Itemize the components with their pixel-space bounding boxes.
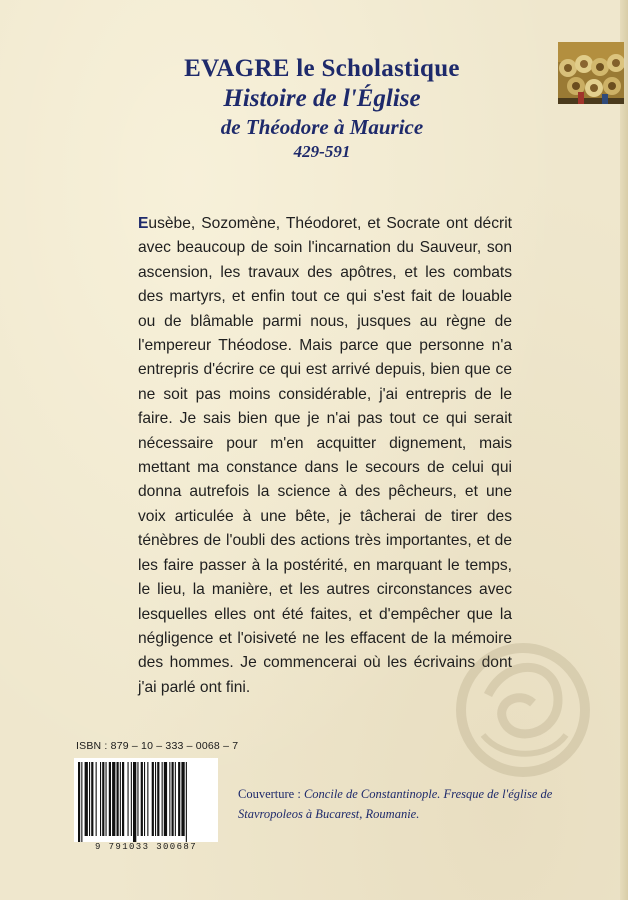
barcode-bars bbox=[74, 758, 218, 842]
barcode-bar bbox=[186, 762, 187, 842]
barcode-bar bbox=[137, 762, 138, 836]
barcode-bar bbox=[109, 762, 111, 836]
barcode-bar bbox=[78, 762, 80, 842]
barcode-bar bbox=[162, 762, 163, 836]
barcode-bar bbox=[85, 762, 88, 836]
barcode-digits: 9 791033 300687 bbox=[94, 842, 197, 852]
barcode-bar bbox=[169, 762, 170, 836]
barcode-bar bbox=[178, 762, 180, 836]
barcode-bar bbox=[147, 762, 148, 836]
barcode-bar bbox=[157, 762, 159, 836]
isbn-text: ISBN : 879 – 10 – 333 – 0068 – 7 bbox=[76, 740, 239, 752]
barcode-bar bbox=[128, 762, 129, 836]
barcode-bar bbox=[91, 762, 93, 836]
title-block bbox=[0, 55, 628, 162]
barcode-bar bbox=[100, 762, 101, 836]
barcode-bar bbox=[120, 762, 121, 836]
blurb-paragraph bbox=[138, 212, 512, 700]
barcode-bar bbox=[122, 762, 124, 836]
barcode-bar bbox=[144, 762, 145, 836]
cover-credit bbox=[238, 784, 568, 824]
barcode-bar bbox=[152, 762, 154, 836]
barcode-bar bbox=[81, 762, 82, 842]
book-subtitle: de Théodore à Maurice bbox=[220, 115, 424, 139]
cover-credit-label: Couverture : bbox=[238, 787, 304, 801]
barcode-bar bbox=[141, 762, 143, 836]
barcode bbox=[74, 758, 218, 842]
cover-credit-text: Concile de Constantinople. Fresque de l'église de Stavropoleos à Bucarest, Roumanie. bbox=[238, 787, 553, 821]
book-title: Histoire de l'Église bbox=[223, 85, 421, 112]
book-dates: 429-591 bbox=[293, 142, 351, 161]
barcode-bar bbox=[181, 762, 184, 836]
barcode-bar bbox=[96, 762, 97, 836]
barcode-bar bbox=[172, 762, 174, 836]
barcode-bar bbox=[106, 762, 107, 836]
author-name: EVAGRE le Scholastique bbox=[184, 55, 460, 82]
barcode-bar bbox=[117, 762, 119, 836]
barcode-bar bbox=[133, 762, 136, 842]
barcode-bar bbox=[112, 762, 115, 836]
watermark-ornament-icon bbox=[448, 635, 598, 785]
barcode-bar bbox=[155, 762, 156, 836]
blurb-text: usèbe, Sozomène, Théodoret, et Socrate ont décrit avec beaucoup de soin l'incarnation du Sauveur, son ascension, les travaux des apôtres, et les combats des martyrs, et enfin tout ce qui s'est fait de louable ou de blâmable parmi nous, jusques au règne de l'empereur Théodose. Mais parce que personne n'a entrepris d'écrire ce qui est arrivé depuis, bien que ce ne soit pas moins considérable, j'ai entrepris de le faire. Je sais bien que je n'ai pas tout ce qui serait nécessaire pour m'en acquitter dignement, mais mettant ma constance dans le secours de celui qui donna autrefois la science à des pêcheurs, et une voix articulée à une bête, je tâcherai de tirer des ténèbres de l'oubli des actions très importantes, et de les faire passer à la postérité, en marquant le temps, le lieu, la manière, et les autres circonstances avec lesquelles elles ont été faites, et d'empêcher que la négligence et l'oisiveté ne les effacent de la mémoire des hommes. Je commencerai où les écrivains dont j'ai parlé ont fini. bbox=[138, 215, 512, 696]
barcode-bar bbox=[131, 762, 132, 836]
barcode-bar bbox=[175, 762, 176, 836]
barcode-bar bbox=[164, 762, 167, 836]
barcode-bar bbox=[102, 762, 104, 836]
barcode-bar bbox=[89, 762, 90, 836]
drop-cap: E bbox=[138, 215, 149, 232]
